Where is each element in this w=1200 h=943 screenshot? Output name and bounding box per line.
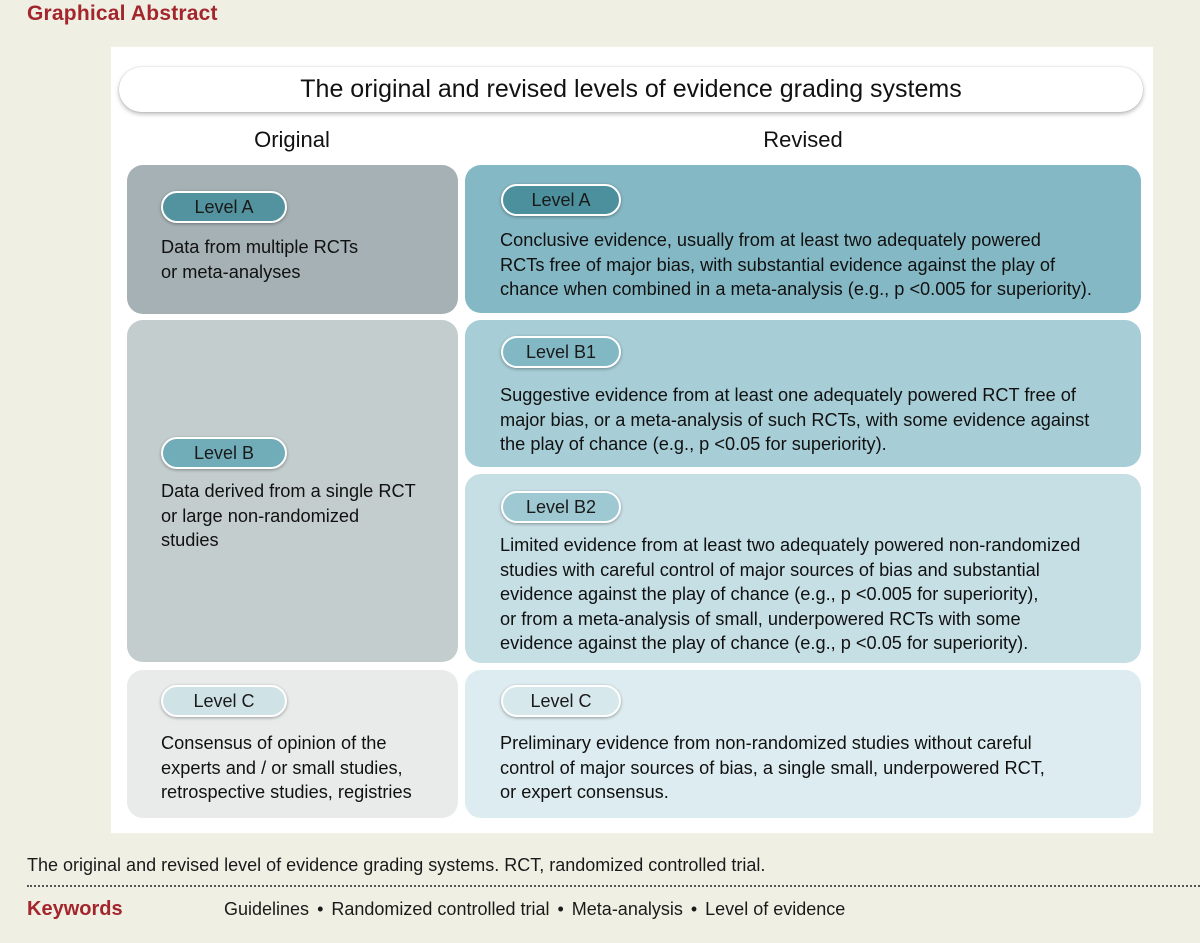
section-heading: Graphical Abstract bbox=[27, 2, 218, 25]
level-badge: Level C bbox=[161, 685, 287, 717]
figure-caption: The original and revised level of evidence grading systems. RCT, randomized controlled trial. bbox=[27, 855, 766, 875]
original-level-a-box bbox=[127, 165, 458, 314]
dotted-divider bbox=[27, 885, 1200, 887]
level-description: Limited evidence from at least two adequately powered non-randomized studies with careful control of major sources of bias and substantial evidence against the play of chance (e.g., p <0.005 for superiority), or from a meta-analysis of small, underpowered RCTs with some evidence against the play of chance (e.g., p <0.05 for superiority). bbox=[500, 535, 1081, 653]
revised-level-b2-box bbox=[465, 474, 1141, 663]
column-header-revised: Revised bbox=[763, 127, 843, 152]
graphical-abstract-figure bbox=[111, 47, 1153, 833]
original-level-b-box bbox=[127, 320, 458, 662]
revised-level-b1-box bbox=[465, 320, 1141, 467]
keyword-separator: • bbox=[317, 899, 324, 919]
level-badge: Level B1 bbox=[501, 336, 621, 368]
keyword: Level of evidence bbox=[705, 899, 846, 919]
level-badge: Level C bbox=[501, 685, 621, 717]
keyword-separator: • bbox=[557, 899, 564, 919]
column-header-original: Original bbox=[254, 127, 330, 152]
level-description: Data derived from a single RCT or large non-randomized studies bbox=[161, 481, 416, 550]
keyword-separator: • bbox=[690, 899, 698, 919]
level-badge: Level A bbox=[161, 191, 287, 223]
level-badge: Level B2 bbox=[501, 491, 621, 523]
figure-title: The original and revised levels of evidence grading systems bbox=[119, 67, 1143, 112]
level-description: Preliminary evidence from non-randomized studies without careful control of major sources of bias, a single small, underpowered RCT, or expert consensus. bbox=[500, 733, 1045, 802]
keyword: Guidelines bbox=[224, 899, 310, 919]
level-description: Consensus of opinion of the experts and / or small studies, retrospective studies, registries bbox=[161, 733, 412, 802]
level-description: Data from multiple RCTs or meta-analyses bbox=[161, 237, 359, 282]
revised-level-c-box bbox=[465, 670, 1141, 818]
level-badge: Level B bbox=[161, 437, 287, 469]
revised-level-a-box bbox=[465, 165, 1141, 313]
keywords-list bbox=[224, 899, 845, 920]
keyword: Randomized controlled trial bbox=[331, 899, 550, 919]
original-level-c-box bbox=[127, 670, 458, 818]
level-description: Conclusive evidence, usually from at least two adequately powered RCTs free of major bias, with substantial evidence against the play of chance when combined in a meta-analysis (e.g., p <0.005 for superiority). bbox=[500, 230, 1092, 299]
level-description: Suggestive evidence from at least one adequately powered RCT free of major bias, or a meta-analysis of such RCTs, with some evidence against the play of chance (e.g., p <0.05 for superiority). bbox=[500, 385, 1090, 454]
keywords-label: Keywords bbox=[27, 898, 123, 920]
keyword: Meta-analysis bbox=[571, 899, 683, 919]
level-badge: Level A bbox=[501, 184, 621, 216]
